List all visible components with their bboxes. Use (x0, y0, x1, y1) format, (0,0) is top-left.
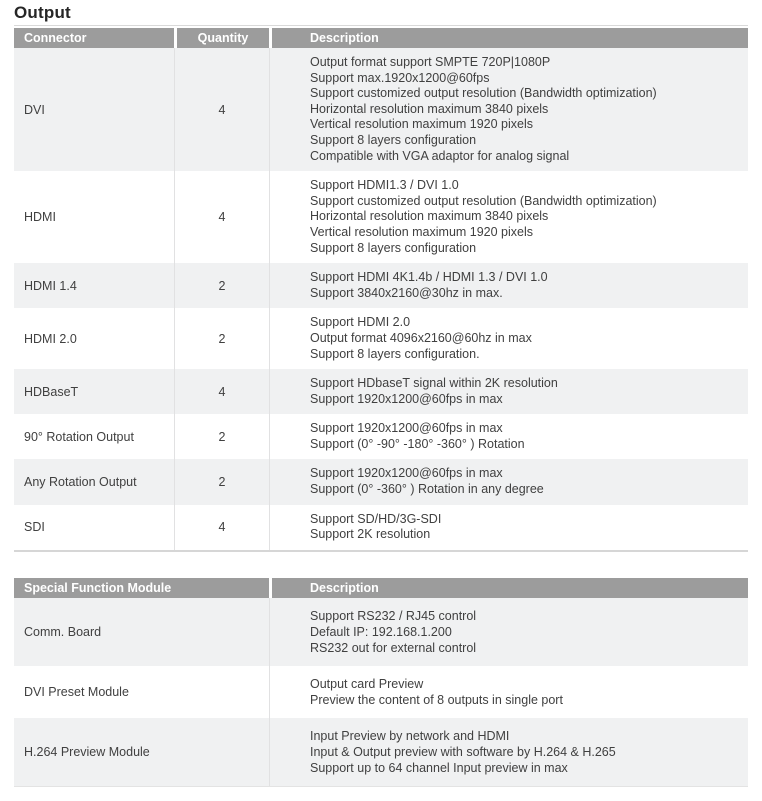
description-line: Support max.1920x1200@60fps (310, 70, 490, 85)
output-connector-table (14, 28, 748, 552)
column-header-description: Description (269, 578, 748, 598)
connector-name-cell: SDI (24, 520, 45, 535)
description-line: Support customized output resolution (Bandwidth optimization) (310, 86, 657, 101)
description-cell (269, 666, 748, 718)
description-line: Support 1920x1200@60fps in max (310, 466, 503, 481)
description-line: Output format 4096x2160@60hz in max (310, 330, 532, 345)
module-name-cell: Comm. Board (24, 624, 102, 639)
column-header-quantity: Quantity (174, 28, 269, 48)
module-name-cell: H.264 Preview Module (24, 744, 150, 759)
description-line: Support HDMI1.3 / DVI 1.0 (310, 178, 459, 193)
table-row (14, 308, 748, 369)
description-cell (269, 459, 748, 504)
quantity-cell: 2 (174, 459, 269, 504)
description-line: Support 8 layers configuration (310, 240, 477, 255)
description-line: Support 2K resolution (310, 527, 431, 542)
quantity-cell: 2 (174, 263, 269, 308)
description-line: Support 1920x1200@60fps in max (310, 391, 503, 406)
description-line: Vertical resolution maximum 1920 pixels (310, 117, 534, 132)
connector-name-cell: HDBaseT (24, 384, 79, 399)
column-header-special-function-module: Special Function Module (14, 578, 269, 598)
description-line: Horizontal resolution maximum 3840 pixels (310, 101, 549, 116)
description-cell (269, 598, 748, 666)
description-cell (269, 414, 748, 459)
page-title: Output (14, 3, 71, 22)
column-header-description: Description (269, 28, 748, 48)
description-line: Support 8 layers configuration. (310, 346, 480, 361)
quantity-cell: 4 (174, 369, 269, 414)
connector-name-cell: HDMI 2.0 (24, 331, 77, 346)
description-line: Output format support SMPTE 720P|1080P (310, 55, 551, 69)
description-line: Output card Preview (310, 676, 424, 691)
description-line: Support HDbaseT signal within 2K resolution (310, 376, 558, 391)
description-cell (269, 505, 748, 550)
module-name-cell: DVI Preset Module (24, 684, 129, 699)
description-line: Default IP: 192.168.1.200 (310, 624, 452, 639)
description-line: Support customized output resolution (Bandwidth optimization) (310, 193, 657, 208)
description-line: Preview the content of 8 outputs in single port (310, 692, 563, 707)
connector-name-cell: 90° Rotation Output (24, 429, 134, 444)
description-cell (269, 718, 748, 786)
table-row (14, 666, 748, 718)
description-line: Support SD/HD/3G-SDI (310, 511, 442, 526)
description-line: Support HDMI 4K1.4b / HDMI 1.3 / DVI 1.0 (310, 270, 548, 285)
column-header-connector: Connector (14, 28, 174, 48)
description-cell (269, 263, 748, 308)
quantity-cell: 4 (174, 48, 269, 171)
description-cell (269, 171, 748, 263)
description-line: Input & Output preview with software by H.264 & H.265 (310, 744, 616, 759)
special-function-table-body (14, 598, 748, 786)
description-line: Support 3840x2160@30hz in max. (310, 285, 503, 300)
table-row (14, 171, 748, 263)
table-row (14, 718, 748, 786)
description-line: Support RS232 / RJ45 control (310, 608, 477, 623)
description-line: Compatible with VGA adaptor for analog signal (310, 148, 570, 163)
quantity-cell: 2 (174, 414, 269, 459)
description-line: Horizontal resolution maximum 3840 pixels (310, 209, 549, 224)
output-table-body (14, 48, 748, 550)
description-line: Support up to 64 channel Input preview in max (310, 760, 568, 775)
connector-name-cell: HDMI (24, 210, 56, 225)
special-function-header-row (14, 578, 748, 598)
description-line: Support (0° -90° -180° -360° ) Rotation (310, 436, 525, 451)
table-row (14, 263, 748, 308)
description-line: Support (0° -360° ) Rotation in any degree (310, 482, 544, 497)
table-row (14, 459, 748, 504)
description-line: Support 1920x1200@60fps in max (310, 421, 503, 436)
description-line: Support 8 layers configuration (310, 132, 477, 147)
description-cell (269, 48, 748, 171)
quantity-cell: 2 (174, 308, 269, 369)
connector-name-cell: DVI (24, 102, 45, 117)
quantity-cell: 4 (174, 171, 269, 263)
output-table-header-row (14, 28, 748, 48)
connector-name-cell: HDMI 1.4 (24, 278, 77, 293)
description-cell (269, 308, 748, 369)
quantity-cell: 4 (174, 505, 269, 550)
description-cell (269, 369, 748, 414)
special-function-table (14, 578, 748, 787)
spec-document-page (0, 2, 762, 787)
connector-name-cell: Any Rotation Output (24, 475, 137, 490)
description-line: Input Preview by network and HDMI (310, 728, 510, 743)
title-rule (14, 25, 748, 26)
table-row (14, 414, 748, 459)
table-row (14, 48, 748, 171)
table-row (14, 598, 748, 666)
description-line: Vertical resolution maximum 1920 pixels (310, 224, 534, 239)
table-row (14, 369, 748, 414)
table-row (14, 505, 748, 550)
description-line: RS232 out for external control (310, 640, 477, 655)
description-line: Support HDMI 2.0 (310, 315, 411, 330)
